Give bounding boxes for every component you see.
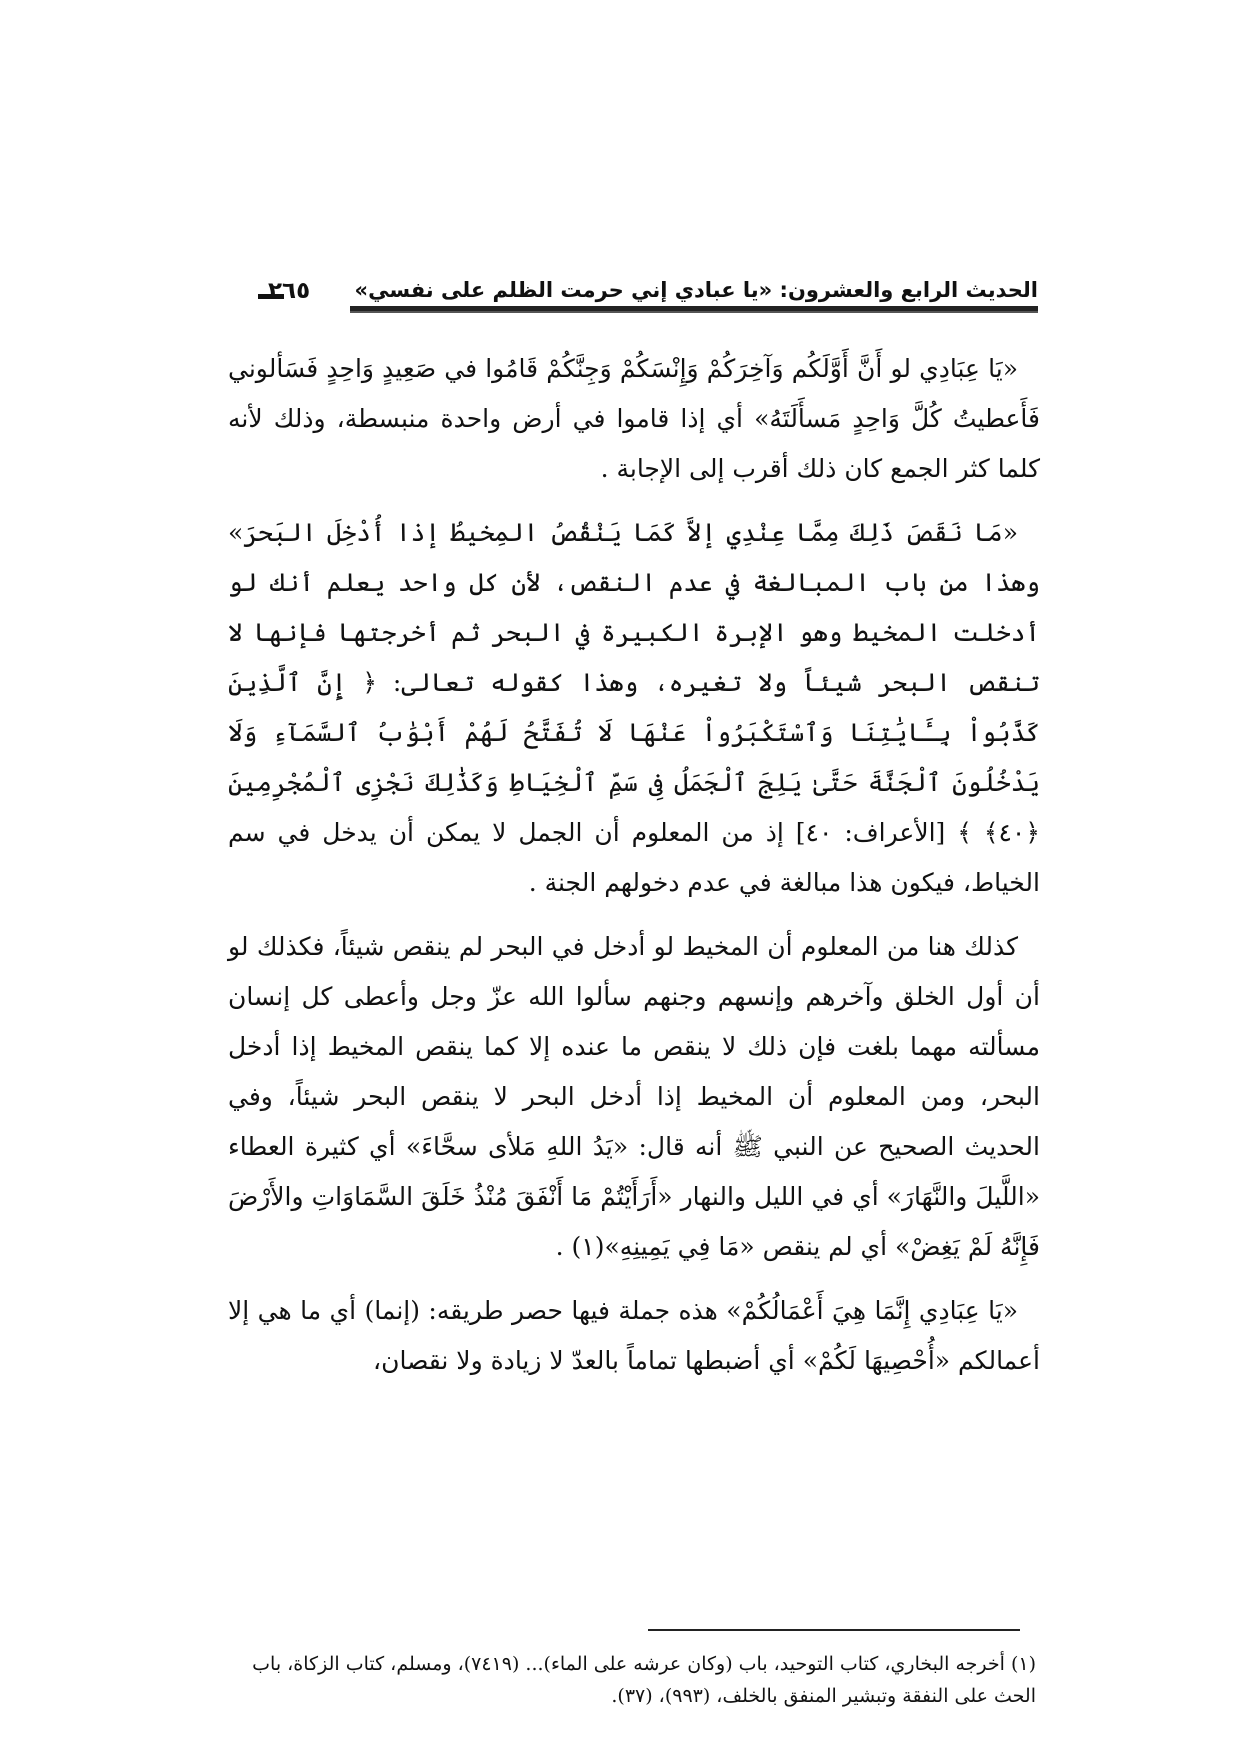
page-number: ٢٦٥	[268, 278, 311, 304]
main-text	[228, 344, 1040, 1400]
page-header	[258, 272, 1038, 318]
header-rule	[350, 306, 1038, 313]
paragraph-2: «مَا نَقَصَ ذَلِكَ مِمَّا عِنْدِي إلاَّ كَمَا يَنْقُصُ المِخيطُ إذا أُدْخِلَ البَحرَ» وهذا من باب المبالغة في عدم النقص، لأن كل واحد يعلم أنك لو أدخلت المخيط وهو الإبرة الكبيرة في البحر ثم أخرجتها فإنها لا تنقص البحر شيئاً ولا تغيره، وهذا كقوله تعالى: ﴿ إِنَّ ٱلَّذِينَ كَذَّبُواْ بِـَٔايَٰتِنَا وَٱسْتَكْبَرُواْ عَنْهَا لَا تُفَتَّحُ لَهُمْ أَبْوَٰبُ ٱلسَّمَآءِ وَلَا يَدْخُلُونَ ٱلْجَنَّةَ حَتَّىٰ يَلِجَ ٱلْجَمَلُ فِى سَمِّ ٱلْخِيَاطِ وَكَذَٰلِكَ نَجْزِى ٱلْمُجْرِمِينَ ﴿٤٠﴾ ﴾ [الأعراف: ٤٠] إذ من المعلوم أن الجمل لا يمكن أن يدخل في سم الخياط، فيكون هذا مبالغة في عدم دخولهم الجنة .	[228, 518, 1041, 897]
footnote-separator	[648, 1629, 1020, 1631]
footnote-1: (١) أخرجه البخاري، كتاب التوحيد، باب (وكان عرشه على الماء)... (٧٤١٩)، ومسلم، كتاب الزكاة، باب الحث على النفقة وتبشير المنفق بالخلف، (٩٩٣)، (٣٧).	[252, 1653, 1036, 1707]
footnotes	[228, 1648, 1036, 1712]
paragraph-4: «يَا عِبَادِي إِنَّمَا هِيَ أَعْمَالُكُمْ» هذه جملة فيها حصر طريقه: (إنما) أي ما هي إلا أعمالكم «أُحْصِيهَا لَكُمْ» أي أضبطها تماماً بالعدّ لا زيادة ولا نقصان،	[228, 1296, 1040, 1375]
running-title: الحديث الرابع والعشرون: «يا عبادي إني حرمت الظلم على نفسي»	[354, 278, 1038, 302]
paragraph-1: «يَا عِبَادِي لو أَنَّ أَوَّلَكُم وَآخِرَكُمْ وَإِنْسَكُمْ وَجِنَّكُمْ قَامُوا في صَعِيدٍ وَاحِدٍ فَسَألوني فَأَعطيتُ كُلَّ وَاحِدٍ مَسأَلَتَهُ» أي إذا قاموا في أرض واحدة منبسطة، وذلك لأنه كلما كثر الجمع كان ذلك أقرب إلى الإجابة .	[228, 354, 1040, 483]
paragraph-3: كذلك هنا من المعلوم أن المخيط لو أدخل في البحر لم ينقص شيئاً، فكذلك لو أن أول الخلق وآخرهم وإنسهم وجنهم سألوا الله عزّ وجل وأعطى كل إنسان مسألته مهما بلغت فإن ذلك لا ينقص ما عنده إلا كما ينقص المخيط إذا أدخل البحر، ومن المعلوم أن المخيط إذا أدخل البحر لا ينقص البحر شيئاً، وفي الحديث الصحيح عن النبي ﷺ أنه قال: «يَدُ اللهِ مَلأى سحَّاءَ» أي كثيرة العطاء «اللَّيلَ والنَّهَارَ» أي في الليل والنهار «أَرَأَيْتُمْ مَا أَنْفَقَ مُنْذُ خَلَقَ السَّمَاوَاتِ والأَرْضَ فَإِنَّهُ لَمْ يَغِضْ» أي لم ينقص «مَا فِي يَمِينِهِ»(١) .	[228, 932, 1040, 1261]
